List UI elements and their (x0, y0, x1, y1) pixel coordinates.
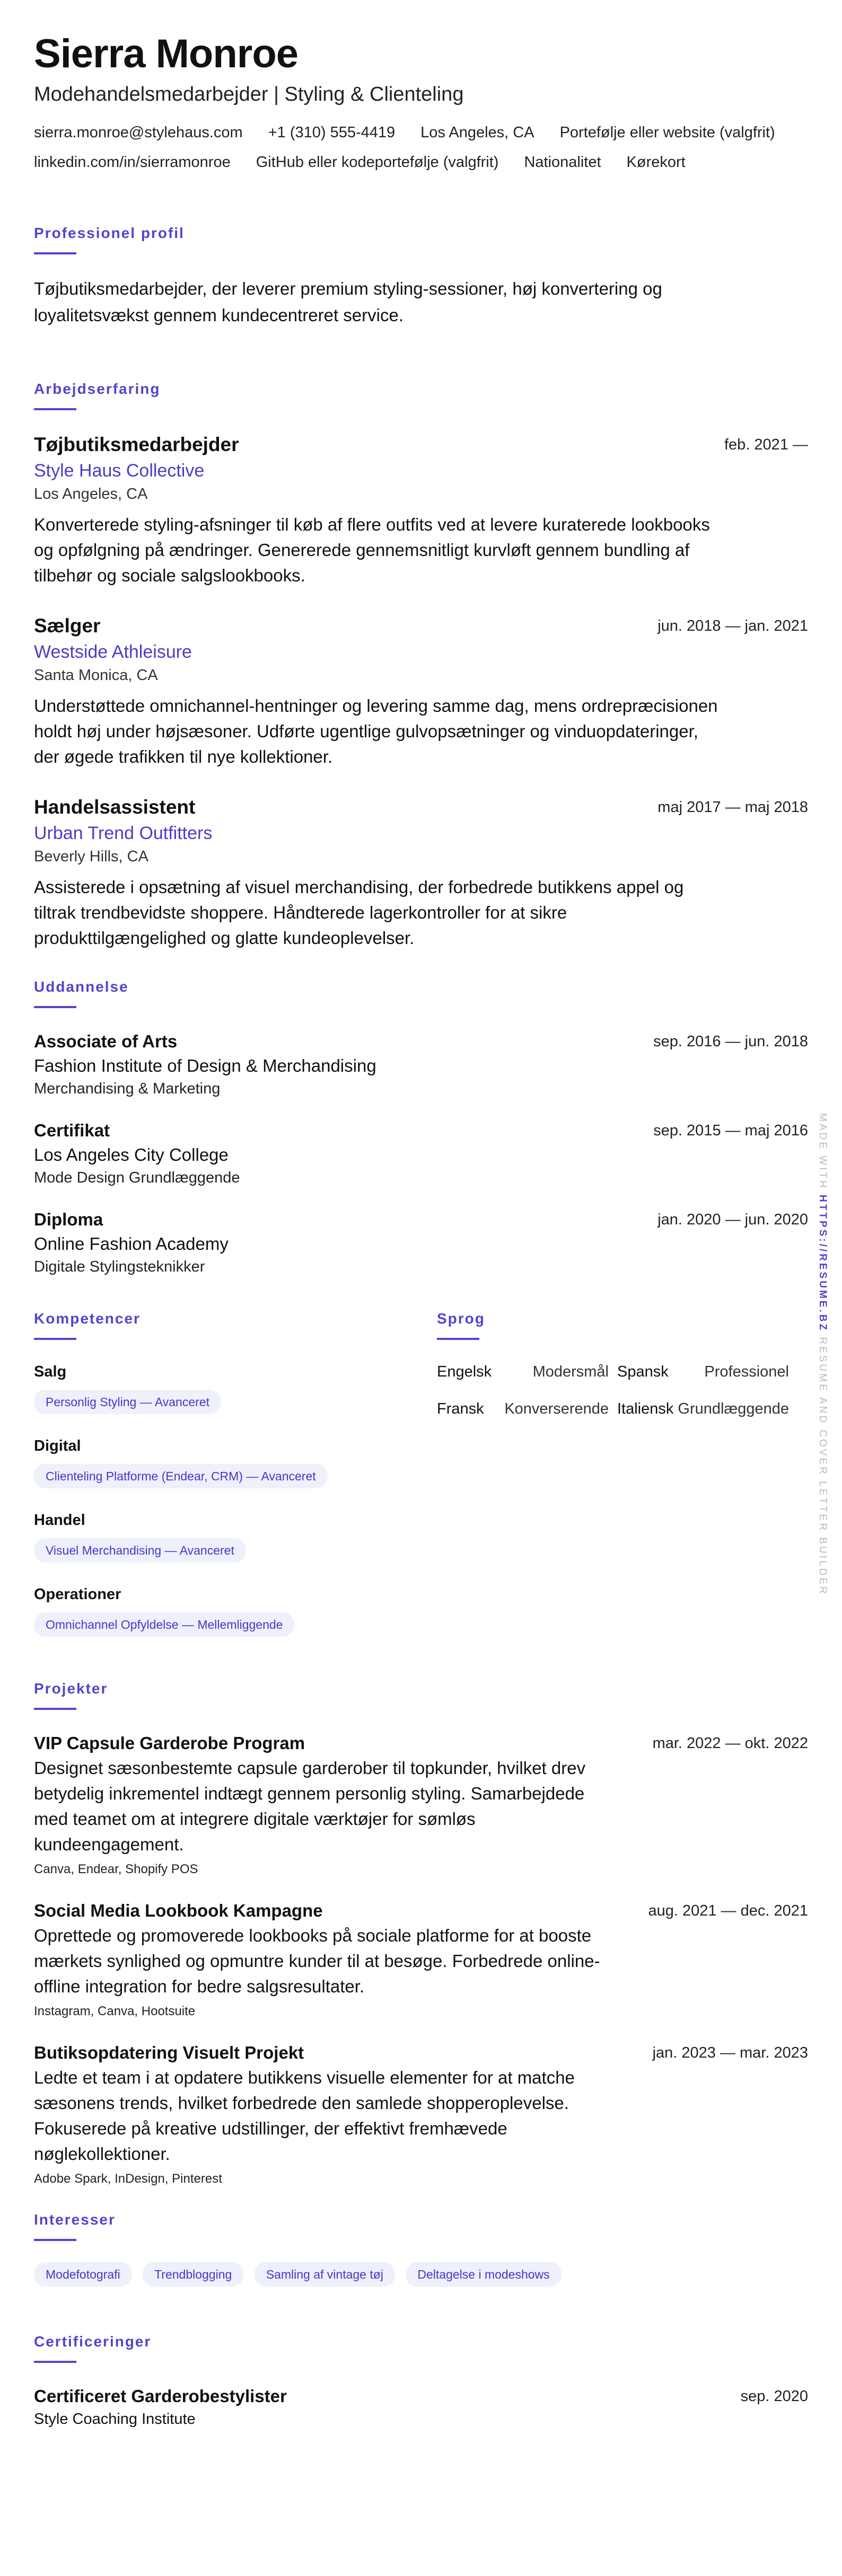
language-name: Fransk (437, 1400, 484, 1417)
edu-school: Online Fashion Academy (34, 1234, 229, 1254)
language-name: Spansk (617, 1363, 669, 1380)
project-title: Butiksopdatering Visuelt Projekt (34, 2043, 304, 2062)
certifications-section (34, 2332, 808, 2430)
edu-field: Merchandising & Marketing (34, 1080, 221, 1097)
job-title: Tøjbutiksmedarbejder (34, 434, 239, 455)
certification-date: sep. 2020 (740, 2388, 808, 2405)
interest-list (34, 2262, 808, 2287)
skill-group (34, 1584, 437, 1658)
education-section (34, 977, 808, 1277)
project-entry (34, 1899, 808, 2022)
candidate-headline: Modehandelsmedarbejder | Styling & Clienteling (34, 83, 464, 105)
section-title: Sprog (437, 1310, 485, 1327)
edu-dates: sep. 2016 — jun. 2018 (653, 1033, 808, 1050)
language-name: Italiensk (617, 1400, 674, 1417)
job-dates: feb. 2021 — (724, 436, 808, 453)
section-title: Arbejdserfaring (34, 381, 161, 397)
edu-school: Los Angeles City College (34, 1145, 229, 1165)
skill-category: Digital (34, 1437, 81, 1454)
interest-pill: Modefotografi (34, 2262, 132, 2287)
contact-phone[interactable]: +1 (310) 555-4419 (268, 124, 396, 141)
resume-page (34, 30, 808, 2430)
job-dates: maj 2017 — maj 2018 (657, 799, 808, 816)
experience-section (34, 380, 808, 951)
project-description: Designet sæsonbestemte capsule garderober til topkunder, hvilket drev betydelig inkrementel indtægt gennem personlig styling. Samarbejdede med teamet om at integrere digitale værktøjer for sømløs kundeengagement. (34, 1758, 586, 1854)
contact-nationality: Nationalitet (524, 154, 601, 171)
edu-school: Fashion Institute of Design & Merchandising (34, 1056, 376, 1075)
certification-name: Certificeret Garderobestylister (34, 2386, 287, 2406)
certification-issuer: Style Coaching Institute (34, 2411, 196, 2428)
section-title: Kompetencer (34, 1310, 141, 1327)
project-dates: aug. 2021 — dec. 2021 (648, 1902, 808, 1919)
job-location: Santa Monica, CA (34, 667, 158, 684)
language-name: Engelsk (437, 1363, 492, 1380)
skill-category: Handel (34, 1512, 85, 1529)
section-title: Uddannelse (34, 978, 129, 995)
interests-section (34, 2210, 808, 2287)
language-level: Professionel (704, 1363, 789, 1380)
section-title: Certificeringer (34, 2333, 152, 2350)
watermark-suffix: RESUME AND COVER LETTER BUILDER (817, 1337, 828, 1596)
builder-watermark (817, 1113, 828, 1596)
job-company: Style Haus Collective (34, 461, 205, 481)
interest-pill: Samling af vintage tøj (255, 2262, 395, 2287)
contact-drivers-license: Kørekort (626, 154, 686, 171)
job-location: Los Angeles, CA (34, 486, 148, 502)
profile-section (34, 224, 808, 329)
projects-section (34, 1679, 808, 2189)
section-title: Professionel profil (34, 225, 185, 241)
skill-group (34, 1361, 437, 1435)
language-item (437, 1361, 617, 1382)
job-company: Westside Athleisure (34, 642, 192, 662)
project-entry (34, 2041, 808, 2189)
project-description: Ledte et team i at opdatere butikkens visuelle elementer for at matche sæsonens trends, hvilket forbedrede den samlede shopperoplevelse. Fokuserede på kreative udstillinger, der effektivt fremhævede nøglekollektioner. (34, 2068, 575, 2164)
resume-header (34, 30, 808, 173)
education-entry (34, 1029, 808, 1099)
job-location: Beverly Hills, CA (34, 848, 148, 865)
language-item (437, 1398, 617, 1419)
job-entry (34, 794, 808, 951)
skill-pill: Personlig Styling — Avanceret (34, 1390, 221, 1414)
project-title: Social Media Lookbook Kampagne (34, 1901, 323, 1920)
contact-portfolio[interactable]: Portefølje eller website (valgfrit) (559, 124, 775, 141)
skills-languages-section (34, 1309, 808, 1658)
skill-group (34, 1510, 437, 1584)
job-entry (34, 431, 808, 588)
language-item (617, 1398, 797, 1419)
profile-summary: Tøjbutiksmedarbejder, der leverer premium styling-sessioner, høj konvertering og loyalitetsvækst gennem kundecentreret service. (34, 279, 662, 325)
job-dates: jun. 2018 — jan. 2021 (657, 617, 808, 634)
job-description: Assisterede i opsætning af visuel merchandising, der forbedrede butikkens appel og tiltrak trendbevidste shoppere. Håndterede lagerkontroller for at sikre produkttilgængelighed og glatte kundeoplevelser. (34, 877, 684, 948)
job-title: Handelsassistent (34, 796, 196, 818)
edu-dates: sep. 2015 — maj 2016 (653, 1122, 808, 1139)
section-divider (34, 2239, 76, 2241)
project-entry (34, 1731, 808, 1880)
language-list (437, 1361, 808, 1419)
section-divider (34, 2361, 76, 2363)
language-item (617, 1361, 797, 1382)
edu-degree: Certifikat (34, 1121, 110, 1140)
section-title: Projekter (34, 1680, 108, 1697)
job-title: Sælger (34, 615, 101, 637)
edu-degree: Associate of Arts (34, 1031, 178, 1051)
section-divider (437, 1338, 479, 1340)
edu-field: Mode Design Grundlæggende (34, 1169, 240, 1186)
skills-column (34, 1309, 437, 1658)
skill-group (34, 1435, 437, 1510)
languages-column (437, 1309, 808, 1658)
interest-pill: Trendblogging (143, 2262, 243, 2287)
job-description: Konverterede styling-afsninger til køb af flere outfits ved at levere kuraterede lookbooks og opfølgning på ændringer. Genererede gennemsnitligt kurvløft gennem bundling af tilbehør og sociale salgslookbooks. (34, 515, 710, 585)
language-level: Konverserende (504, 1400, 609, 1417)
skill-pill: Visuel Merchandising — Avanceret (34, 1538, 246, 1563)
certification-entry (34, 2384, 808, 2430)
candidate-name: Sierra Monroe (34, 31, 299, 76)
section-divider (34, 408, 76, 410)
project-description: Oprettede og promoverede lookbooks på sociale platforme for at booste mærkets synlighed og opmuntre kunder til at besøge. Forbedrede online-offline integration for bedre salgsresultater. (34, 1926, 600, 1996)
job-description: Understøttede omnichannel-hentninger og levering samme dag, mens ordrepræcisionen holdt høj under højsæsoner. Udførte ugentlige gulvopsætninger og vinduopdateringer, der øgede trafikken til nye kollektioner. (34, 696, 718, 766)
section-divider (34, 1006, 76, 1008)
education-entry (34, 1207, 808, 1277)
skill-category: Salg (34, 1363, 67, 1380)
skill-pill: Clienteling Platforme (Endear, CRM) — Avanceret (34, 1464, 328, 1488)
project-tools: Instagram, Canva, Hootsuite (34, 2004, 196, 2018)
section-divider (34, 1338, 76, 1340)
contact-email[interactable]: sierra.monroe@stylehaus.com (34, 124, 243, 141)
contact-linkedin[interactable]: linkedin.com/in/sierramonroe (34, 154, 231, 171)
project-title: VIP Capsule Garderobe Program (34, 1733, 305, 1753)
skill-category: Operationer (34, 1586, 121, 1603)
project-dates: mar. 2022 — okt. 2022 (652, 1735, 808, 1752)
contact-list (34, 122, 808, 173)
edu-dates: jan. 2020 — jun. 2020 (657, 1211, 808, 1228)
section-divider (34, 1708, 76, 1710)
watermark-prefix: MADE WITH (817, 1113, 828, 1190)
contact-github[interactable]: GitHub eller kodeportefølje (valgfrit) (256, 154, 499, 171)
contact-location: Los Angeles, CA (420, 124, 534, 141)
skill-pill: Omnichannel Opfyldelse — Mellemliggende (34, 1612, 294, 1637)
job-entry (34, 613, 808, 770)
job-company: Urban Trend Outfitters (34, 823, 213, 843)
edu-field: Digitale Stylingsteknikker (34, 1258, 205, 1275)
interest-pill: Deltagelse i modeshows (406, 2262, 561, 2287)
project-tools: Adobe Spark, InDesign, Pinterest (34, 2172, 222, 2186)
watermark-link[interactable]: HTTPS://RESUME.BZ (817, 1195, 828, 1333)
section-divider (34, 252, 76, 254)
project-dates: jan. 2023 — mar. 2023 (652, 2044, 808, 2061)
section-title: Interesser (34, 2211, 116, 2228)
project-tools: Canva, Endear, Shopify POS (34, 1862, 198, 1876)
education-entry (34, 1118, 808, 1188)
language-level: Grundlæggende (678, 1400, 789, 1417)
language-level: Modersmål (532, 1363, 609, 1380)
edu-degree: Diploma (34, 1210, 103, 1229)
